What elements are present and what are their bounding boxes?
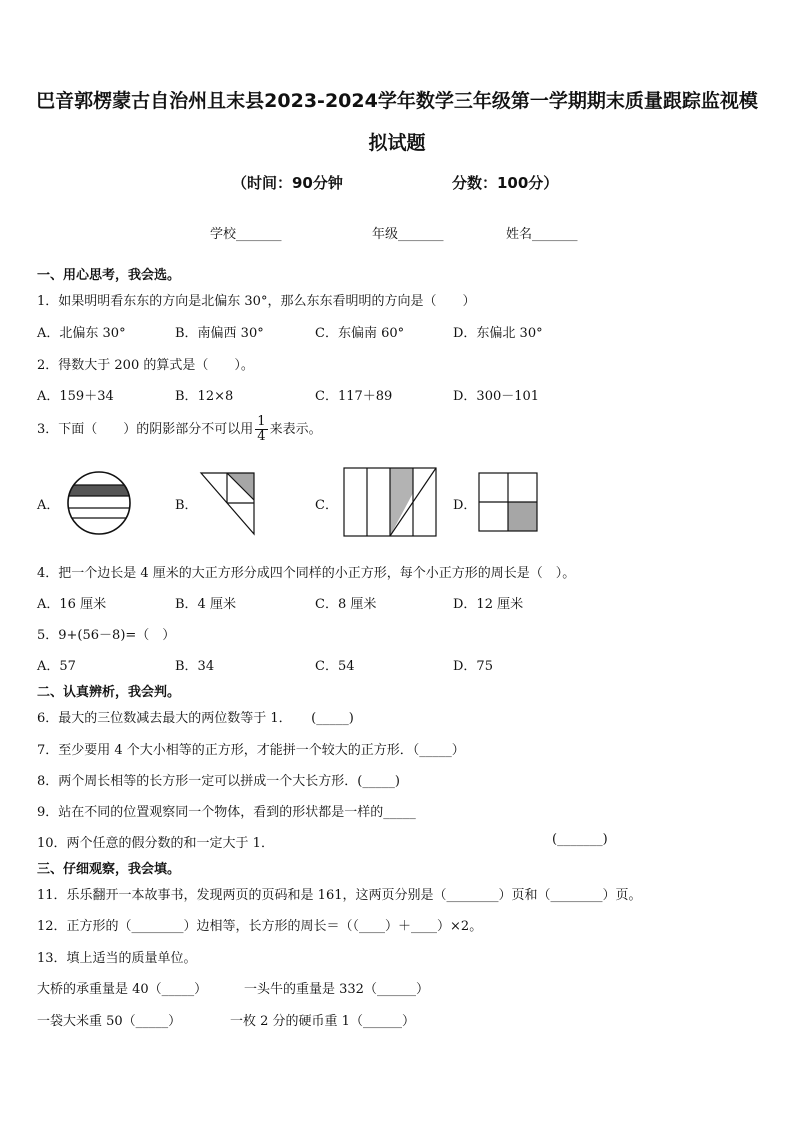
q4-option-a: A．16 厘米 xyxy=(37,597,107,612)
figure-d-shaded-square xyxy=(508,502,537,531)
section-1-title: 一、用心思考，我会选。 xyxy=(37,268,181,283)
q5-option-c: C．54 xyxy=(315,659,355,674)
fraction-denominator: 4 xyxy=(257,429,266,444)
q4-option-b: B．4 厘米 xyxy=(175,597,236,612)
exam-time: （时间：90分钟 xyxy=(232,174,343,192)
q13-item-bridge: 大桥的承重量是 40（_____） xyxy=(37,982,208,997)
question-2: 2．得数大于 200 的算式是（ ）。 xyxy=(37,358,254,373)
fraction-numerator: 1 xyxy=(257,414,266,429)
q13-item-cow: 一头牛的重量是 332（______） xyxy=(244,982,429,997)
q1-option-c: C．东偏南 60° xyxy=(315,326,405,341)
question-10-blank: (_______) xyxy=(552,832,608,847)
q1-option-a: A．北偏东 30° xyxy=(37,326,126,341)
section-3-title: 三、仔细观察，我会填。 xyxy=(37,862,181,877)
q2-option-a: A．159＋34 xyxy=(37,389,114,404)
figure-a-shaded-band xyxy=(66,485,132,496)
page-title-line1: 巴音郭楞蒙古自治州且末县2023-2024学年数学三年级第一学期期末质量跟踪监视模 xyxy=(36,90,758,112)
q5-option-a: A．57 xyxy=(37,659,76,674)
question-8: 8．两个周长相等的长方形一定可以拼成一个大长方形．(_____) xyxy=(37,774,400,789)
q1-option-b: B．南偏西 30° xyxy=(175,326,264,341)
q13-item-coin: 一枚 2 分的硬币重 1（______） xyxy=(230,1014,415,1029)
school-field: 学校_______ xyxy=(210,227,282,242)
q2-option-b: B．12×8 xyxy=(175,389,234,404)
section-2-title: 二、认真辨析，我会判。 xyxy=(37,685,181,700)
question-9: 9．站在不同的位置观察同一个物体，看到的形状都是一样的_____ xyxy=(37,805,416,820)
fraction-one-quarter xyxy=(255,415,267,444)
name-field: 姓名_______ xyxy=(506,227,578,242)
q13-item-rice: 一袋大米重 50（_____） xyxy=(37,1014,182,1029)
figure-d-square-grid xyxy=(478,472,538,532)
page-title-line2: 拟试题 xyxy=(368,132,426,154)
figure-b-triangle xyxy=(200,472,256,536)
q1-option-d: D．东偏北 30° xyxy=(453,326,543,341)
figure-c-rectangle xyxy=(343,467,437,537)
question-1: 1．如果明明看东东的方向是北偏东 30°，那么东东看明明的方向是（ ） xyxy=(37,294,476,309)
grade-field: 年级_______ xyxy=(372,227,444,242)
figure-c-shaded-part xyxy=(390,468,413,536)
question-10: 10．两个任意的假分数的和一定大于 1． xyxy=(37,836,274,851)
q5-option-b: B．34 xyxy=(175,659,215,674)
question-5: 5．9+(56－8)=（ ） xyxy=(37,628,176,643)
q3-option-a: A． xyxy=(37,498,60,513)
q3-text-after: 来表示。 xyxy=(269,422,322,437)
q4-option-d: D．12 厘米 xyxy=(453,597,524,612)
exam-score: 分数：100分） xyxy=(452,174,559,192)
q3-option-c: C． xyxy=(315,498,338,513)
question-6: 6．最大的三位数减去最大的两位数等于 1． (_____) xyxy=(37,711,354,726)
q4-option-c: C．8 厘米 xyxy=(315,597,377,612)
q3-text-before: 3．下面（ ）的阴影部分不可以用 xyxy=(37,422,254,437)
question-7: 7．至少要用 4 个大小相等的正方形，才能拼一个较大的正方形．（_____） xyxy=(37,743,465,758)
question-11: 11．乐乐翻开一本故事书，发现两页的页码和是 161，这两页分别是（________）页和（________）页。 xyxy=(37,888,642,903)
q3-option-b: B． xyxy=(175,498,198,513)
q2-option-d: D．300－101 xyxy=(453,389,540,404)
question-3 xyxy=(37,414,322,446)
q5-option-d: D．75 xyxy=(453,659,493,674)
q2-option-c: C．117＋89 xyxy=(315,389,393,404)
question-12: 12．正方形的（________）边相等，长方形的周长＝（（____）＋____）×2。 xyxy=(37,919,483,934)
question-4: 4．把一个边长是 4 厘米的大正方形分成四个同样的小正方形，每个小正方形的周长是（ ）。 xyxy=(37,566,576,581)
q3-option-d: D． xyxy=(453,498,477,513)
figure-a-circle xyxy=(66,470,132,536)
question-13: 13．填上适当的质量单位。 xyxy=(37,951,197,966)
